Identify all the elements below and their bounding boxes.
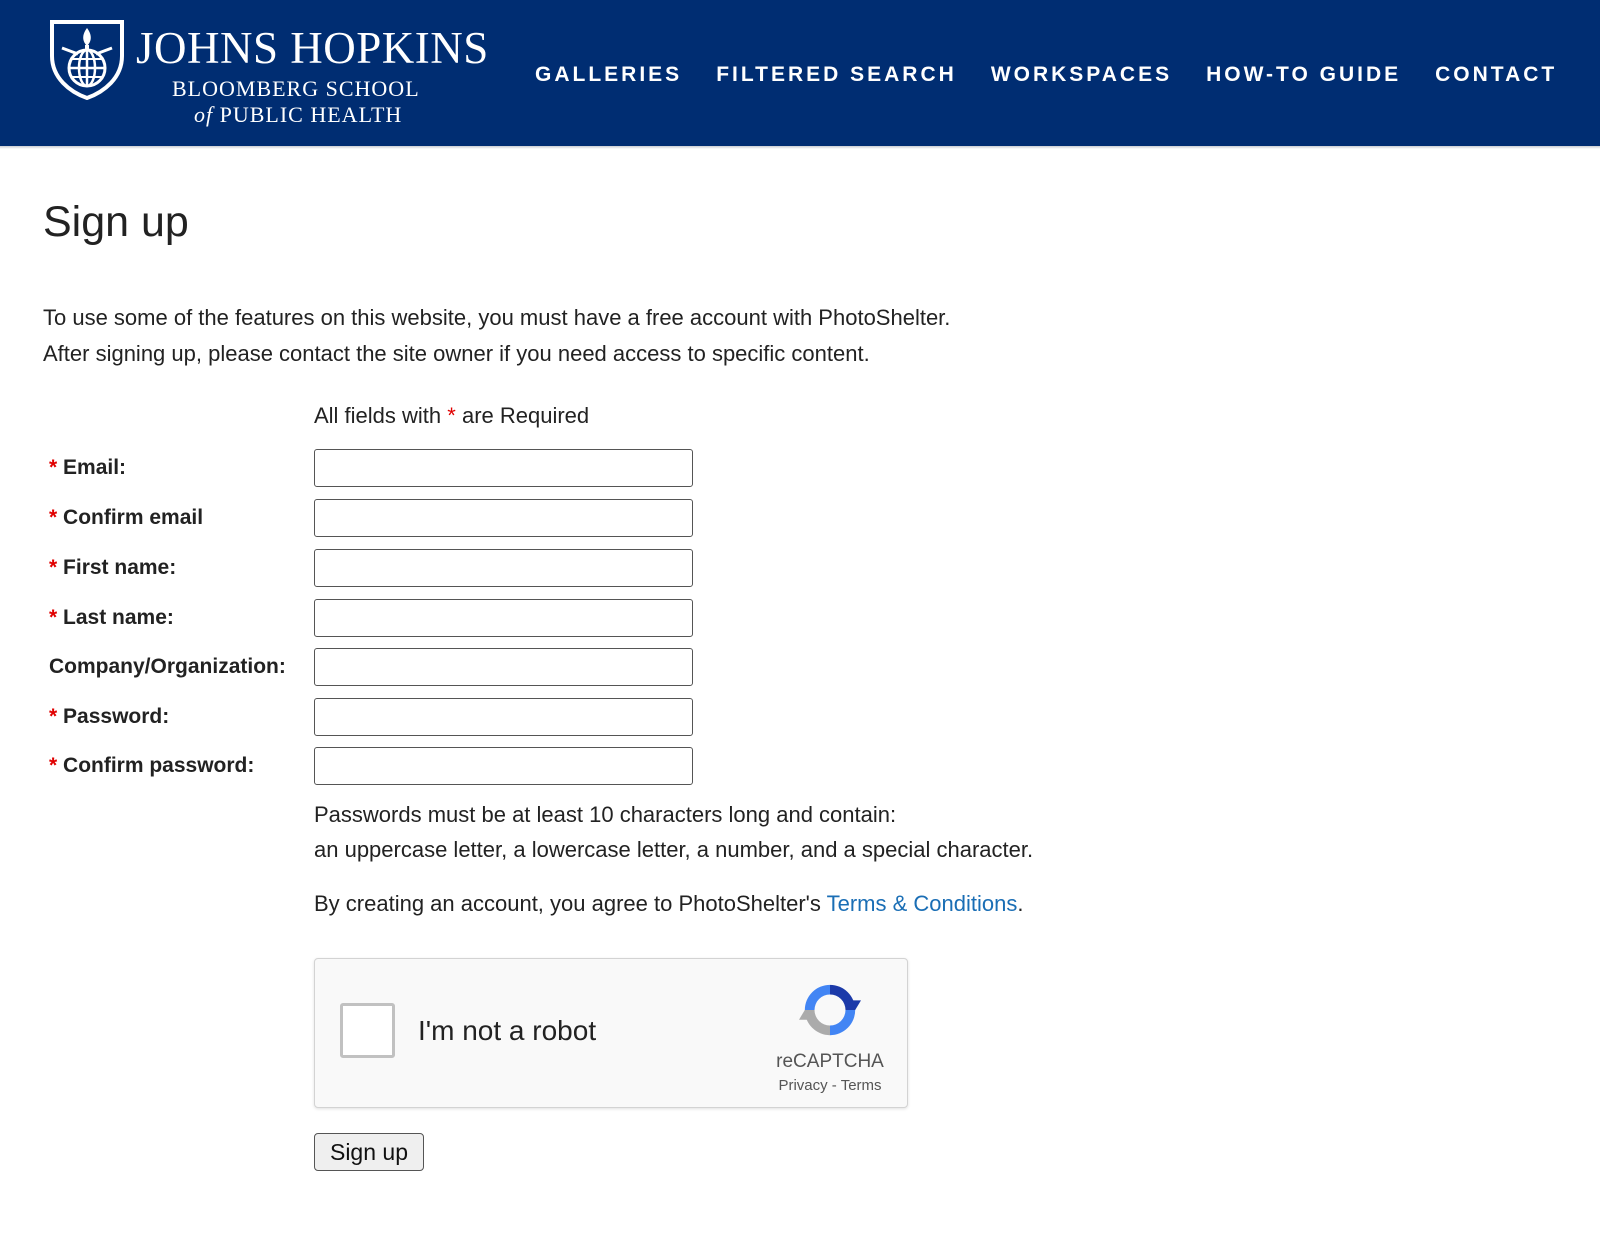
password-label [49, 698, 169, 736]
confirm-password-row [49, 747, 749, 785]
recaptcha-checkbox[interactable] [340, 1003, 395, 1058]
password-label-text: Password: [63, 705, 170, 728]
terms-link[interactable]: Terms & Conditions [826, 891, 1018, 916]
logo-of-text: of [194, 102, 214, 127]
password-rule-line-2: an uppercase letter, a lowercase letter, a number, and a special character. [314, 837, 1034, 862]
nav-contact[interactable]: CONTACT [1435, 63, 1558, 86]
last-name-label-text: Last name: [63, 606, 174, 629]
confirm-email-label-text: Confirm email [63, 506, 204, 529]
nav-filtered-search[interactable]: FILTERED SEARCH [716, 63, 957, 86]
logo-title: JOHNS HOPKINS [136, 23, 489, 73]
recaptcha-privacy-link[interactable]: Privacy [778, 1077, 828, 1094]
required-star: * [49, 506, 58, 529]
terms-statement [314, 891, 1023, 917]
university-shield-icon [48, 18, 126, 100]
intro-line-1: To use some of the features on this website, you must have a free account with PhotoShelter. [43, 305, 951, 330]
confirm-email-label [49, 499, 203, 537]
email-field[interactable] [314, 449, 693, 487]
confirm-password-label [49, 747, 254, 785]
last-name-label [49, 599, 174, 637]
terms-suffix: . [1017, 891, 1024, 916]
recaptcha-separator: - [831, 1077, 837, 1094]
logo-public-health-text: PUBLIC HEALTH [219, 102, 403, 127]
page-title: Sign up [43, 198, 189, 246]
logo-subtitle-2 [194, 102, 402, 128]
email-label [49, 449, 126, 487]
required-fields-note [314, 403, 589, 429]
password-rules [314, 797, 1033, 867]
nav-galleries[interactable]: GALLERIES [535, 63, 683, 86]
email-row [49, 449, 749, 487]
recaptcha-widget [314, 958, 908, 1108]
intro-line-2: After signing up, please contact the site owner if you need access to specific content. [43, 341, 870, 366]
recaptcha-terms-link[interactable]: Terms [840, 1077, 882, 1094]
required-star: * [49, 556, 58, 579]
jhsph-logo[interactable] [48, 18, 489, 130]
confirm-password-label-text: Confirm password: [63, 754, 255, 777]
required-star: * [49, 754, 58, 777]
confirm-email-row [49, 499, 749, 537]
recaptcha-logo-icon [799, 979, 861, 1041]
confirm-password-field[interactable] [314, 747, 693, 785]
last-name-row [49, 599, 749, 637]
first-name-label-text: First name: [63, 556, 177, 579]
intro-text [43, 300, 950, 372]
password-row [49, 698, 749, 736]
nav-how-to-guide[interactable]: HOW-TO GUIDE [1206, 63, 1402, 86]
required-star: * [447, 403, 456, 428]
password-rule-line-1: Passwords must be at least 10 characters long and contain: [314, 802, 897, 827]
nav-workspaces[interactable]: WORKSPACES [990, 63, 1173, 86]
logo-subtitle: BLOOMBERG SCHOOL [172, 76, 420, 101]
required-star: * [49, 606, 58, 629]
required-star: * [49, 705, 58, 728]
sign-up-button[interactable]: Sign up [314, 1133, 424, 1171]
company-field[interactable] [314, 648, 693, 686]
first-name-label [49, 549, 176, 587]
company-row [49, 648, 749, 686]
header-divider [0, 146, 1600, 149]
required-star: * [49, 456, 58, 479]
company-label: Company/Organization: [49, 655, 286, 678]
recaptcha-brand: reCAPTCHA [776, 1051, 884, 1072]
required-note-prefix: All fields with [314, 403, 442, 428]
recaptcha-links [765, 1077, 895, 1094]
main-nav [535, 60, 1557, 90]
first-name-field[interactable] [314, 549, 693, 587]
required-note-suffix: are Required [461, 403, 590, 428]
site-header [0, 0, 1600, 146]
first-name-row [49, 549, 749, 587]
email-label-text: Email: [63, 456, 127, 479]
recaptcha-label: I'm not a robot [418, 1015, 597, 1046]
password-field[interactable] [314, 698, 693, 736]
terms-prefix: By creating an account, you agree to PhotoShelter's [314, 891, 821, 916]
confirm-email-field[interactable] [314, 499, 693, 537]
last-name-field[interactable] [314, 599, 693, 637]
